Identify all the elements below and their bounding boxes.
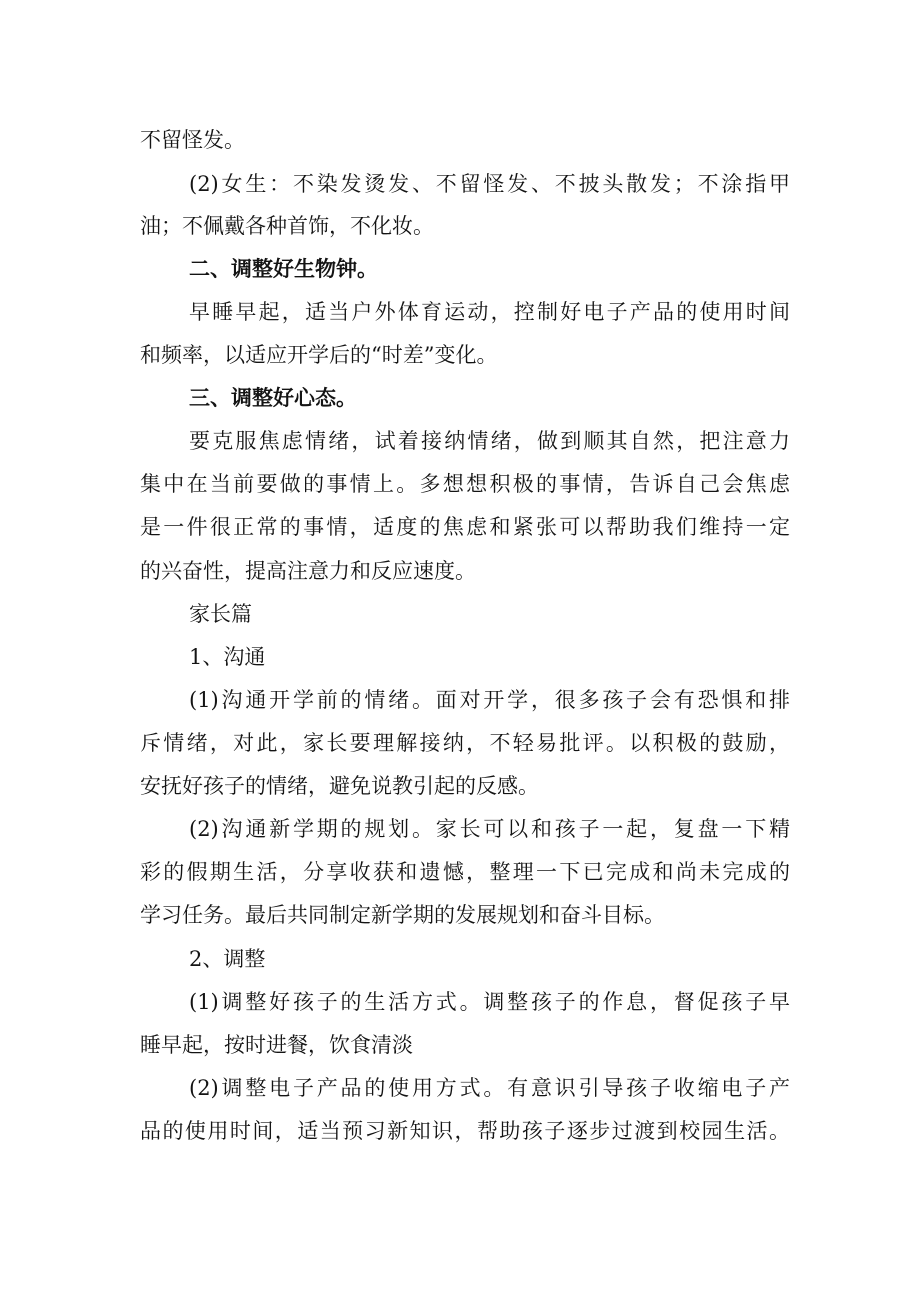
section-heading: 二、调整好生物钟。 — [189, 257, 378, 281]
paragraph-line: 学习任务。最后共同制定新学期的发展规划和奋斗目标。 — [140, 903, 665, 927]
paragraph-line: 集中在当前要做的事情上。多想想积极的事情，告诉自己会焦虑 — [140, 472, 790, 496]
paragraph-line: (2)女生：不染发烫发、不留怪发、不披头散发；不涂指甲 — [189, 172, 790, 196]
paragraph-line: 不留怪发。 — [140, 128, 245, 152]
paragraph-line: (2)调整电子产品的使用方式。有意识引导孩子收缩电子产 — [189, 1076, 790, 1100]
paragraph-line: (1)调整好孩子的生活方式。调整孩子的作息，督促孩子早 — [189, 990, 790, 1014]
paragraph-line: 和频率，以适应开学后的“时差”变化。 — [140, 343, 498, 367]
paragraph-line: 是一件很正常的事情，适度的焦虑和紧张可以帮助我们维持一定 — [140, 515, 790, 539]
paragraph-line: 要克服焦虑情绪，试着接纳情绪，做到顺其自然，把注意力 — [189, 429, 790, 453]
paragraph-line: 斥情绪，对此，家长要理解接纳，不轻易批评。以积极的鼓励， — [140, 731, 790, 755]
paragraph-line: 的兴奋性，提高注意力和反应速度。 — [140, 559, 476, 583]
section-heading: 三、调整好心态。 — [189, 386, 357, 410]
paragraph-line: 品的使用时间，适当预习新知识，帮助孩子逐步过渡到校园生活。 — [140, 1119, 790, 1143]
paragraph-line: (2)沟通新学期的规划。家长可以和孩子一起，复盘一下精 — [189, 817, 790, 841]
paragraph-line: 彩的假期生活，分享收获和遗憾，整理一下已完成和尚未完成的 — [140, 860, 790, 884]
paragraph-line: 早睡早起，适当户外体育运动，控制好电子产品的使用时间 — [189, 300, 790, 324]
subsection-title: 家长篇 — [189, 602, 252, 626]
subsection-title: 1、沟通 — [189, 645, 266, 669]
paragraph-line: 油；不佩戴各种首饰，不化妆。 — [140, 214, 434, 238]
subsection-title: 2、调整 — [189, 947, 266, 971]
paragraph-line: 安抚好孩子的情绪，避免说教引起的反感。 — [140, 774, 539, 798]
paragraph-line: (1)沟通开学前的情绪。面对开学，很多孩子会有恐惧和排 — [189, 688, 790, 712]
paragraph-line: 睡早起，按时进餐，饮食清淡 — [140, 1033, 413, 1057]
